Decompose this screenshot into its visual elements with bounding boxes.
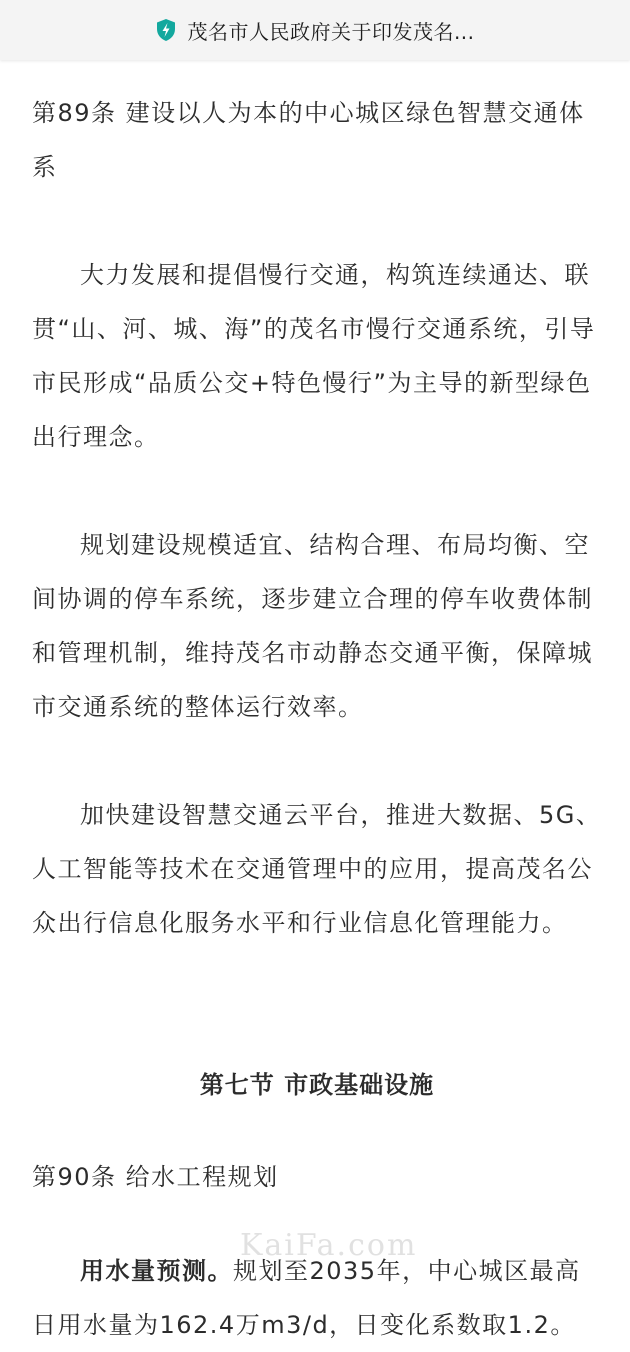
shield-bolt-icon [155,18,177,42]
article-90-lead-text: 规划至2035年，中心城区最高日用水量为162.4万m3/d，日变化系数取1.2。 [32,1257,581,1339]
section-7-title: 第七节 市政基础设施 [199,1071,435,1099]
article-89-heading: 第89条 建设以人为本的中心城区绿色智慧交通体系 [32,99,585,181]
article-90-paragraph [32,1244,602,1352]
page-title[interactable]: 茂名市人民政府关于印发茂名... [187,19,475,44]
article-content [32,60,602,1352]
article-89-paragraph-3: 加快建设智慧交通云平台，推进大数据、5G、人工智能等技术在交通管理中的应用，提高茂名公众出行信息化服务水平和行业信息化管理能力。 [32,801,602,937]
article-90-lead-bold: 用水量预测。 [80,1257,233,1285]
article-90-heading: 第90条 给水工程规划 [32,1163,279,1191]
article-89-paragraph-2: 规划建设规模适宜、结构合理、布局均衡、空间协调的停车系统，逐步建立合理的停车收费体制和管理机制，维持茂名市动静态交通平衡，保障城市交通系统的整体运行效率。 [32,531,593,721]
watermark: KaiFa.com [240,1228,418,1263]
article-89-paragraph-1: 大力发展和提倡慢行交通，构筑连续通达、联贯“山、河、城、海”的茂名市慢行交通系统，引导市民形成“品质公交+特色慢行”为主导的新型绿色出行理念。 [32,261,596,451]
top-bar [0,0,630,60]
